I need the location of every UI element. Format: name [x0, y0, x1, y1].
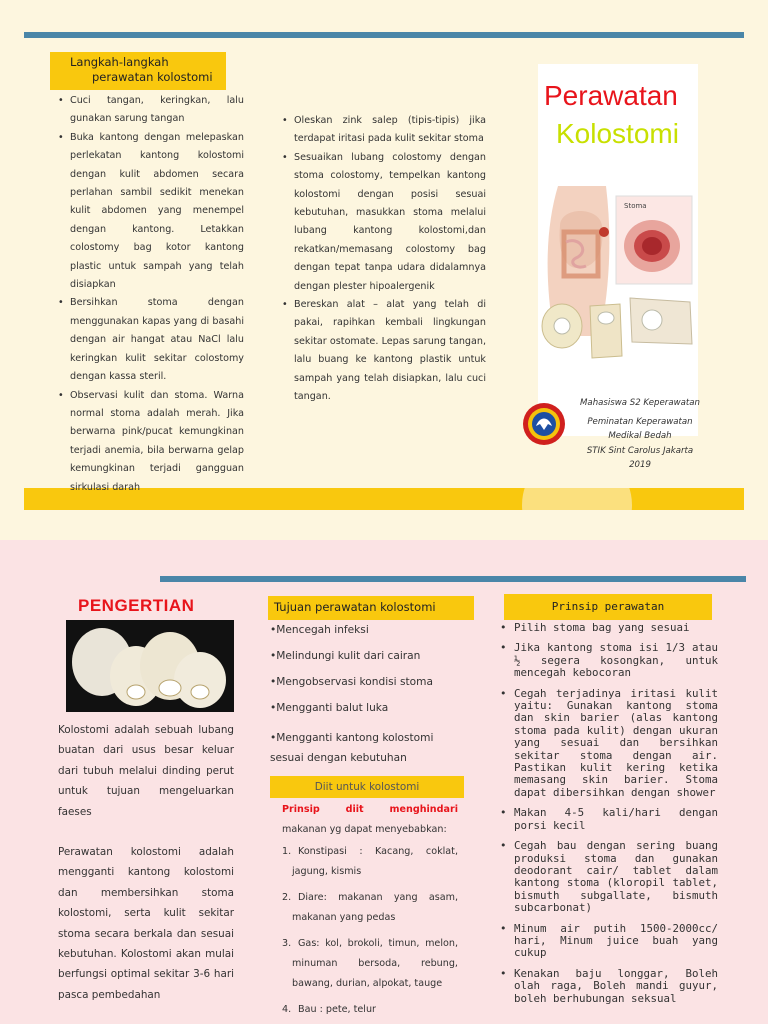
- definition-paragraph-2: Perawatan kolostomi adalah mengganti kantong kolostomi dan membersihkan stoma kolostomi, serta kulit sekitar stoma secara berkala dan sesuai kebutuhan. Kolostomi akan mulai berfungsi optimal sekitar 3-6 hari pasca pembedahan: [58, 846, 234, 1001]
- bottom-rule: [160, 576, 746, 582]
- prinsip-item: • Jika kantong stoma isi 1/3 atau ½ segera kosongkan, untuk mencegah kebocoran: [500, 642, 718, 679]
- diet-item: 3. Gas: kol, brokoli, timun, melon, minuman bersoda, rebung, bawang, durian, alpokat, tauge: [282, 938, 458, 989]
- diet-item: 2. Diare: makanan yang asam, makanan yang pedas: [282, 892, 458, 923]
- tujuan-item: •Melindungi kulit dari cairan: [270, 650, 421, 662]
- prinsip-item: • Pilih stoma bag yang sesuai: [500, 622, 718, 634]
- diet-list: [282, 842, 458, 1024]
- cover-title-line2: Kolostomi: [556, 118, 679, 149]
- prinsip-item: • Cegah bau dengan sering buang produksi stoma dan gunakan deodorant cair/ tablet dalam kantong stoma (kloropil tablet, bismuth subgallate, bismuth subcarbonat): [500, 840, 718, 914]
- prinsip-item: • Makan 4-5 kali/hari dengan porsi kecil: [500, 807, 718, 832]
- step-item: • Buka kantong dengan melepaskan perlekatan kantong kolostomi dengan kulit abdomen secara perlahan sambil sedikit menekan kulit abdomen yang menempel dengan kantong. Letakkan colostomy bag kotor kantong plastic untuk sampah yang telah disiapkan: [58, 129, 244, 295]
- colostomy-bags-photo: [66, 620, 234, 712]
- diet-heading: Diit untuk kolostomi: [270, 776, 464, 798]
- steps-left-column: [58, 92, 244, 497]
- step-item: • Bersihkan stoma dengan menggunakan kapas yang di basahi dengan air hangat atau NaCl lalu keringkan kulit sekitar colostomy dengan kassa steril.: [58, 294, 244, 386]
- stoma-label: Stoma: [624, 202, 647, 210]
- tujuan-item: •Mengganti kantong kolostomi sesuai dengan kebutuhan: [270, 732, 434, 764]
- step-item: • Oleskan zink salep (tipis-tipis) jika terdapat iritasi pada kulit sekitar stoma: [282, 112, 486, 149]
- step-item: • Cuci tangan, keringkan, lalu gunakan sarung tangan: [58, 92, 244, 129]
- tujuan-item: •Mencegah infeksi: [270, 624, 369, 636]
- prinsip-item: • Minum air putih 1500-2000cc/ hari, Minum juice buah yang cukup: [500, 923, 718, 960]
- prinsip-item: • Kenakan baju longgar, Boleh olah raga, Boleh mandi guyur, boleh berhubungan seksual: [500, 968, 718, 1005]
- tujuan-item: •Mengganti balut luka: [270, 702, 389, 714]
- step-item: • Bereskan alat – alat yang telah di pakai, rapihkan kembali lingkungan sekitar ostomate. Lepas sarung tangan, lalu buang ke kantong plastik untuk sampah yang telah disiapkan, lalu cuci tangan.: [282, 296, 486, 406]
- tujuan-heading: Tujuan perawatan kolostomi: [268, 596, 474, 620]
- diet-item: 1. Konstipasi : Kacang, coklat, jagung, kismis: [282, 846, 458, 877]
- prinsip-heading: Prinsip perawatan: [504, 594, 712, 620]
- definition-paragraph-1: Kolostomi adalah sebuah lubang buatan dari usus besar keluar dari tubuh melalui dinding perut untuk tujuan mengeluarkan faeses: [58, 724, 234, 818]
- prinsip-item: • Cegah terjadinya iritasi kulit yaitu: Gunakan kantong stoma dan skin barier (alas kantong stoma pada kulit) dengan ukuran yang sesuai dan bersihkan sekitar stoma dengan air. Pastikan kulit kering ketika memasang skin barier. Stoma dapat dibersihkan dengan shower: [500, 688, 718, 800]
- tujuan-item: •Mengobservasi kondisi stoma: [270, 676, 433, 688]
- affiliation-block: Mahasiswa S2 Keperawatan Peminatan Keperawatan Medikal Bedah STIK Sint Carolus Jakarta 2019: [580, 398, 700, 471]
- steps-right-column: [282, 112, 486, 407]
- cover-title-line1: Perawatan: [544, 80, 678, 111]
- steps-heading: Langkah-langkah perawatan kolostomi: [50, 52, 226, 90]
- top-rule: [24, 32, 744, 38]
- pengertian-heading: PENGERTIAN: [78, 596, 195, 615]
- step-item: • Sesuaikan lubang colostomy dengan stoma colostomy, tempelkan kantong kolostomi dengan posisi sesuai kebutuhan, masukkan stoma melalui lubang kantong kolostomi,dan rekatkan/memasang colostomy bag dengan tepat tanpa udara didalamnya dengan plester hipoalergenik: [282, 149, 486, 296]
- colostomy-illustration: [540, 186, 698, 372]
- diet-item: 4. Bau : pete, telur: [282, 1004, 376, 1015]
- prinsip-list: [500, 622, 718, 1013]
- tujuan-list: [270, 624, 460, 768]
- step-item: • Observasi kulit dan stoma. Warna normal stoma adalah merah. Jika berwarna pink/pucat kemungkinan terjadi anemia, bila berwarna gelap kemungkinan terjadi gangguan sirkulasi darah: [58, 387, 244, 497]
- diet-intro: Prinsip diit menghindari makanan yg dapat menyebabkan:: [282, 804, 458, 835]
